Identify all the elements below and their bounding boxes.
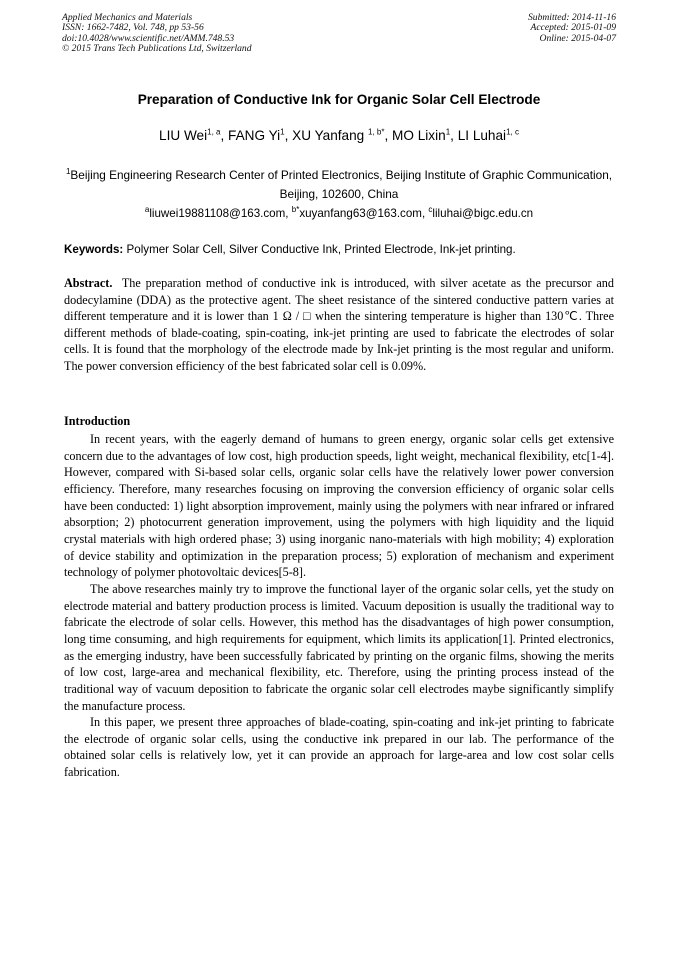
paragraph: In this paper, we present three approaches of blade-coating, spin-coating and ink-jet printing to fabricate the electrode of organic solar cells, using the conductive ink prepared in our lab. The performance of the obtained solar cells is relatively low, yet it can provide an approach for large-area and low cost solar cells fabrication.: [64, 715, 614, 780]
introduction-body: [64, 431, 614, 781]
journal-name: Applied Mechanics and Materials: [62, 12, 193, 23]
paper-title: Preparation of Conductive Ink for Organic Solar Cell Electrode: [137, 92, 541, 107]
author-affiliation-mark: 1, c: [506, 127, 519, 137]
email-mark: b*: [291, 205, 300, 215]
author-affiliation-mark: 1: [280, 127, 285, 137]
email-mark: a: [144, 205, 150, 215]
journal-info: [62, 13, 252, 54]
publication-dates: [528, 13, 616, 44]
keywords-label: Keywords:: [64, 243, 124, 256]
email-link[interactable]: liluhai@bigc.edu.cn: [432, 207, 534, 220]
abstract-label: Abstract.: [64, 276, 113, 290]
journal-doi[interactable]: doi:10.4028/www.scientific.net/AMM.748.53: [62, 32, 235, 44]
journal-issn: ISSN: 1662-7482, Vol. 748, pp 53-56: [62, 22, 204, 34]
author-name: FANG Yi: [228, 128, 281, 143]
affiliation-mark: 1: [65, 167, 71, 177]
abstract-text: The preparation method of conductive ink is introduced, with silver acetate as the precursor and dodecylamine (DDA) as the protective agent. The sheet resistance of the sintered conductive pattern varies at different temperature and it is lower than 1 Ω / □ when the sintering temperature is higher than 130℃. Three different methods of blade-coating, spin-coating, ink-jet printing are used to fabricate the electrodes of solar cells. It is found that the morphology of the electrode made by Ink-jet printing is the most regular and uniform. The power conversion efficiency of the best fabricated solar cell is 0.09%.: [64, 276, 614, 373]
author-affiliation-mark: 1, a: [207, 127, 221, 137]
author-list: LIU Wei$^{1, a}$, FANG Yi$^1$, XU Yanfang $^{1, b*}$, MO Lixin$^1$, LI Luhai$^{1, c}$: [159, 127, 519, 143]
affiliation: [64, 166, 614, 203]
author-name: MO Lixin: [392, 128, 446, 143]
abstract: [64, 275, 614, 375]
affiliation-text: Beijing Engineering Research Center of Printed Electronics, Beijing Institute of Graphic Communication, Beijing, 102600, China: [70, 168, 613, 201]
keywords: [64, 243, 616, 256]
email-mark: c: [428, 205, 433, 215]
keywords-text: Polymer Solar Cell, Silver Conductive Ink, Printed Electrode, Ink-jet printing.: [126, 243, 516, 256]
date-accepted: Accepted: 2015-01-09: [530, 22, 616, 34]
author-name: XU Yanfang: [292, 128, 365, 143]
date-online: Online: 2015-04-07: [539, 32, 616, 44]
author-affiliation-mark: 1, b*: [368, 127, 385, 137]
section-heading-introduction: Introduction: [64, 414, 131, 428]
author-name: LI Luhai: [457, 128, 507, 143]
author-name: LIU Wei: [159, 128, 208, 143]
paragraph: The above researches mainly try to improve the functional layer of the organic solar cells, yet the study on electrode material and battery production process is limited. Vacuum deposition is usually the traditional way to fabricate the electrode of solar cells. However, this method has the disadvantages of high power consumption, long time consuming, and high requirements for equipment, which limits its application[1]. Printed electronics, as the emerging industry, have been successfully fabricated by printing on the organic films, showing the merits of low cost, large-area and mechanical flexibility, etc. Therefore, using the printing process instead of the traditional way of vacuum deposition to fabricate the organic solar cell electrodes maybe significantly simplify the manufacture process.: [64, 581, 614, 713]
author-affiliation-mark: 1: [445, 127, 451, 137]
date-submitted: Submitted: 2014-11-16: [527, 12, 616, 23]
email-link[interactable]: liuwei19881108@163.com: [149, 207, 286, 220]
author-emails: $^a$liuwei19881108@163.com, $^{b*}$xuyanfang63@163.com, $^c$liluhai@bigc.edu.cn: [144, 205, 534, 220]
paragraph: In recent years, with the eagerly demand of humans to green energy, organic solar cells get extensive concern due to the advantages of low cost, high production speeds, light weight, mechanical flexibility, etc[1-4]. However, compared with Si-based solar cells, organic solar cells have the relatively lower power conversion efficiency. Therefore, many researches focusing on improving the conversion efficiency of organic solar cells have been conducted: 1) light absorption improvement, mainly using the polymers with near infrared or infrared absorption; 2) photocurrent generation improvement, using the polymers with high liquidity and the liquid crystal materials with high ordered phase; 3) using inorganic nano-materials with high mobility; 4) exploration of device stability and optimization in the preparation process; 5) exploration of mechanism and experiment technology of polymer photovoltaic devices[5-8].: [64, 432, 614, 580]
journal-copyright: © 2015 Trans Tech Publications Ltd, Switzerland: [62, 42, 252, 54]
email-link[interactable]: xuyanfang63@163.com: [299, 207, 422, 220]
